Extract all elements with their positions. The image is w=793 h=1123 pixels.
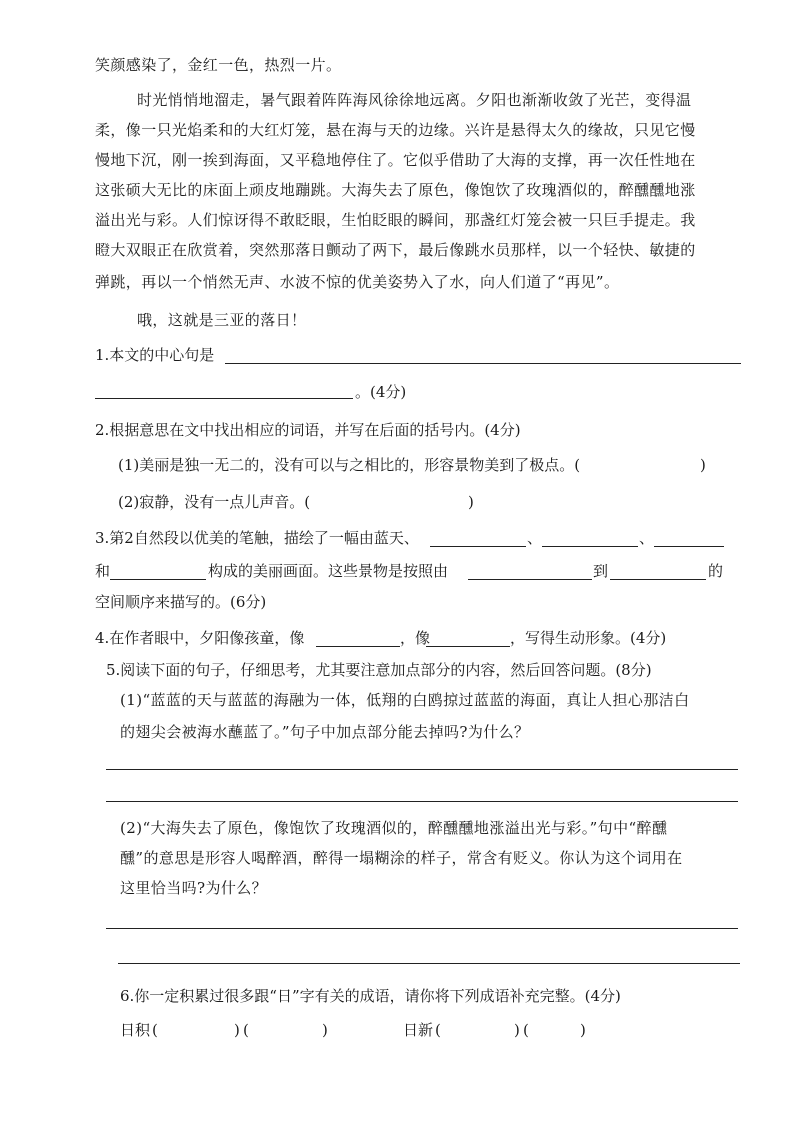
idiom-1-blank-2-close: ) <box>322 1021 328 1039</box>
idiom-1-prefix: 日积 <box>120 1021 151 1039</box>
question-5-sub-1-answer-line-2[interactable] <box>106 801 738 802</box>
passage-paragraph-2-line: 溢出光与彩。人们惊讶得不敢眨眼，生怕眨眼的瞬间，那盏红灯笼会被一只巨手提走。我 <box>95 211 696 229</box>
question-1-answer-line-2[interactable] <box>95 398 353 399</box>
question-2-item-2-close-paren: ) <box>468 493 474 511</box>
question-3-blank-3[interactable] <box>654 546 724 547</box>
question-3-line-1: 3.第2自然段以优美的笔触，描绘了一幅由蓝天、 <box>95 529 419 547</box>
idiom-2-prefix: 日新 <box>403 1021 434 1039</box>
question-3-and: 和 <box>95 562 111 580</box>
question-3-line-2-middle: 构成的美丽画面。这些景物是按照由 <box>208 562 449 580</box>
question-1-prompt: 1.本文的中心句是 <box>95 346 215 364</box>
question-3-separator-1: 、 <box>527 529 543 547</box>
passage-paragraph-2-line: 这张硕大无比的床面上顽皮地蹦跳。大海失去了原色，像饱饮了玫瑰酒似的，醉醺醺地涨 <box>95 181 696 199</box>
passage-paragraph-2-line: 时光悄悄地溜走，暑气跟着阵阵海风徐徐地远离。夕阳也渐渐收敛了光芒，变得温 <box>137 91 692 109</box>
idiom-2-blank-1-open: ( <box>435 1021 441 1039</box>
question-4-blank-2[interactable] <box>426 646 510 647</box>
question-2-item-2: (2)寂静，没有一点儿声音。( <box>118 493 311 511</box>
idiom-1-blank-2-open: ( <box>243 1021 249 1039</box>
question-3-to: 到 <box>593 562 609 580</box>
question-3-blank-from[interactable] <box>468 579 592 580</box>
passage-paragraph-1-tail: 笑颜感染了，金红一色，热烈一片。 <box>95 56 342 74</box>
question-4-part-3: ，写得生动形象。(4分) <box>510 629 667 647</box>
passage-paragraph-2-line: 弹跳，再以一个悄然无声、水波不惊的优美姿势入了水，向人们道了“再见”。 <box>95 273 620 291</box>
question-5-sub-2-answer-line-2[interactable] <box>118 963 740 964</box>
question-1-answer-line-1[interactable] <box>225 363 741 364</box>
question-4-part-1: 4.在作者眼中，夕阳像孩童，像 <box>95 629 305 647</box>
question-2-prompt: 2.根据意思在文中找出相应的词语，并写在后面的括号内。(4分) <box>95 421 521 439</box>
idiom-2-blank-2-close: ) <box>580 1021 586 1039</box>
question-4-blank-1[interactable] <box>316 646 400 647</box>
question-5-sub-1-line: (1)“蓝蓝的天与蓝蓝的海融为一体，低翔的白鸥掠过蓝蓝的海面，真让人担心那洁白 <box>120 691 690 709</box>
idiom-2-blank-1-close: ) <box>514 1021 520 1039</box>
passage-paragraph-2-line: 瞪大双眼正在欣赏着，突然那落日颤动了两下，最后像跳水员那样，以一个轻快、敏捷的 <box>95 241 696 259</box>
question-5-prompt: 5.阅读下面的句子，仔细思考，尤其要注意加点部分的内容，然后回答问题。(8分) <box>106 661 652 679</box>
question-6-prompt: 6.你一定积累过很多跟“日”字有关的成语，请你将下列成语补充完整。(4分) <box>120 987 621 1005</box>
question-3-blank-2[interactable] <box>542 546 638 547</box>
question-5-sub-2-answer-line-1[interactable] <box>106 928 738 929</box>
passage-paragraph-2-line: 柔，像一只光焰柔和的大红灯笼，悬在海与天的边缘。兴许是悬得太久的缘故，只见它慢 <box>95 121 696 139</box>
question-4-part-2: ，像 <box>400 629 431 647</box>
question-5-sub-1-line: 的翅尖会被海水蘸蓝了。”句子中加点部分能去掉吗?为什么？ <box>120 723 530 741</box>
question-2-item-1: (1)美丽是独一无二的，没有可以与之相比的，形容景物美到了极点。( <box>118 456 581 474</box>
question-3-line-3: 空间顺序来描写的。(6分) <box>95 593 267 611</box>
idiom-1-blank-1-open: ( <box>152 1021 158 1039</box>
question-5-sub-2-line: (2)“大海失去了原色，像饱饮了玫瑰酒似的，醉醺醺地涨溢出光与彩。”句中“醉醺 <box>120 819 668 837</box>
question-3-blank-4[interactable] <box>110 579 206 580</box>
question-5-sub-1-answer-line-1[interactable] <box>106 769 738 770</box>
question-5-sub-2-line: 醺”的意思是形容人喝醉酒，醉得一塌糊涂的样子，常含有贬义。你认为这个词用在 <box>120 849 683 867</box>
question-3-blank-1[interactable] <box>430 546 526 547</box>
question-3-blank-to[interactable] <box>610 579 706 580</box>
question-3-line-2-end: 的 <box>708 562 724 580</box>
idiom-1-blank-1-close: ) <box>234 1021 240 1039</box>
idiom-2-blank-2-open: ( <box>523 1021 529 1039</box>
question-1-score: 。(4分) <box>355 383 407 401</box>
passage-paragraph-3: 哦，这就是三亚的落日！ <box>137 311 307 329</box>
question-3-separator-2: 、 <box>639 529 655 547</box>
question-5-sub-2-line: 这里恰当吗?为什么？ <box>120 879 268 897</box>
question-2-item-1-close-paren: ) <box>700 456 706 474</box>
passage-paragraph-2-line: 慢地下沉，刚一挨到海面，又平稳地停住了。它似乎借助了大海的支撑，再一次任性地在 <box>95 151 696 169</box>
